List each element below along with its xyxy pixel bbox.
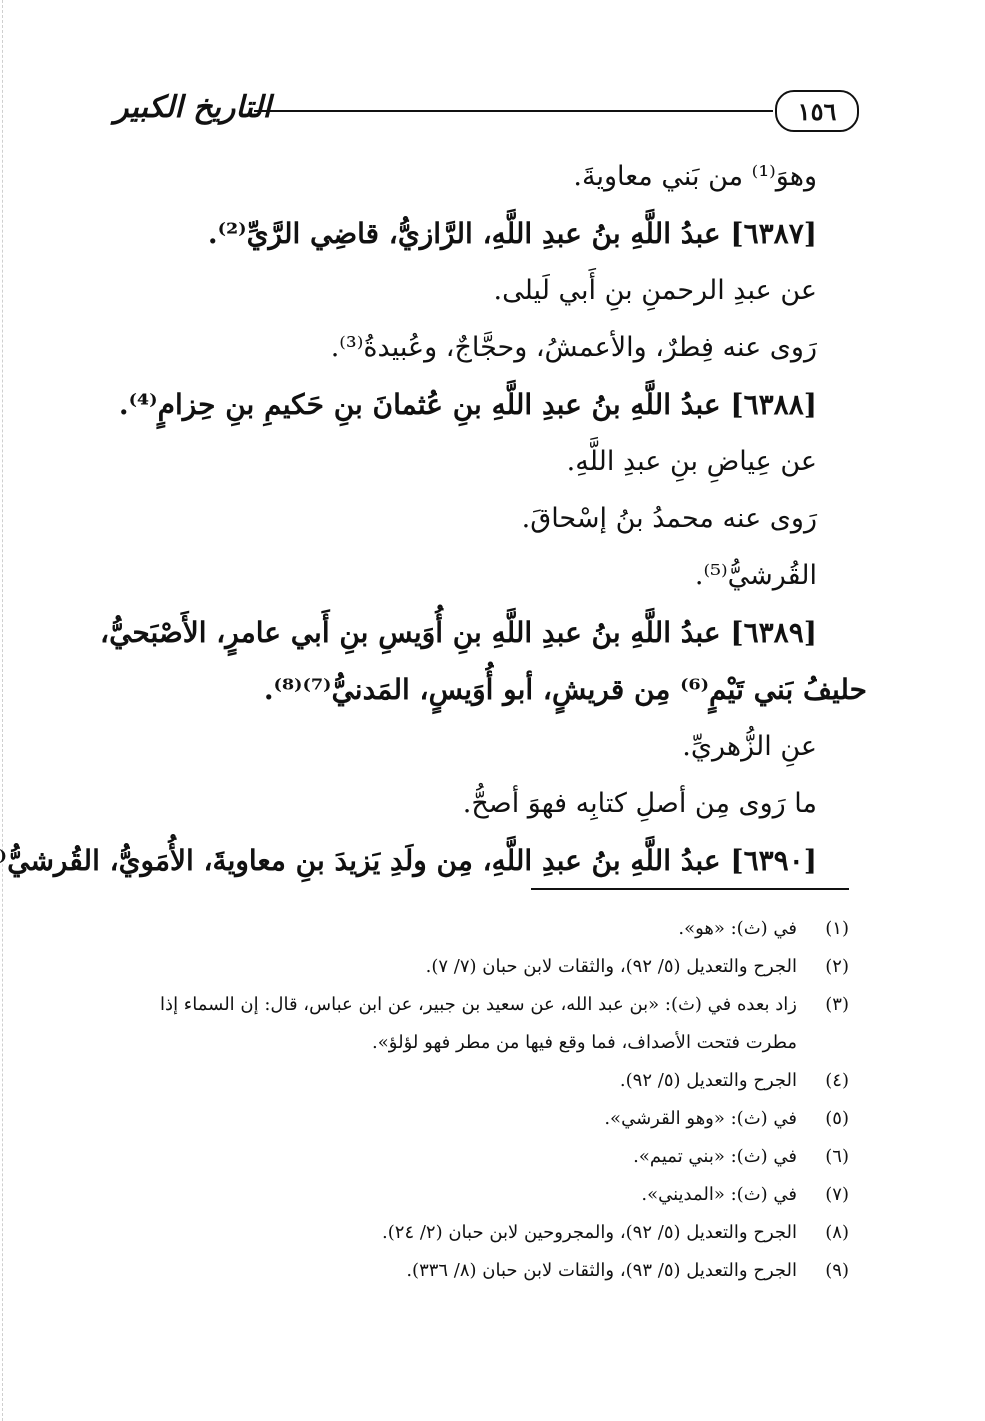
- footnote-number: (٩): [826, 1260, 850, 1281]
- footnote-text: زاد بعده في (ث): «بن عبد الله، عن سعيد بن جبير، عن ابن عباس، قال: إن السماء إذا: [161, 994, 798, 1015]
- footnote-number: (١): [826, 918, 850, 939]
- page-header: [115, 90, 860, 136]
- entry-heading: [٦٣٨٨] عبدُ اللَّهِ بنُ عبدِ اللَّهِ بنِ عُثمانَ بنِ حَكيمِ بنِ حِزامٍ⁽⁴⁾.: [119, 388, 818, 421]
- text-line: القُرشيُّ⁽⁵⁾.: [695, 560, 818, 591]
- footnote-text: في (ث): «بني تميم».: [634, 1146, 798, 1167]
- footnote-text: في (ث): «المديني».: [642, 1184, 798, 1205]
- footnote-text: الجرح والتعديل (٥/ ٩٢).: [620, 1070, 798, 1091]
- text-line: ما رَوى مِن أصلِ كتابِه فهوَ أصحُّ.: [463, 788, 818, 819]
- footnote: [112, 910, 850, 948]
- scan-edge: [3, 0, 6, 1421]
- footnote-number: (٧): [826, 1184, 850, 1205]
- footnote: [112, 1138, 850, 1176]
- footnote: [112, 1176, 850, 1214]
- text-line: وهوَ⁽¹⁾ من بَني معاويةَ.: [574, 161, 818, 192]
- footnote: [112, 1100, 850, 1138]
- footnotes: [112, 910, 850, 1290]
- page-number: ١٥٦: [776, 90, 860, 132]
- text-line: عنِ الزُّهريِّ.: [683, 731, 818, 762]
- footnote-text: الجرح والتعديل (٥/ ٩٢)، والمجروحين لابن حبان (٢/ ٢٤).: [383, 1222, 798, 1243]
- footnote-text: الجرح والتعديل (٥/ ٩٢)، والثقات لابن حبان (٧/ ٧).: [426, 956, 798, 977]
- main-text: [0, 148, 868, 889]
- book-title: التاريخ الكبير: [115, 90, 273, 125]
- footnote-text: الجرح والتعديل (٥/ ٩٣)، والثقات لابن حبان (٨/ ٣٣٦).: [407, 1260, 798, 1281]
- entry-heading-continued: حليفُ بَني تَيْمٍ⁽⁶⁾ مِن قريشٍ، أبو أُوَيسٍ، المَدنيُّ⁽⁷⁾⁽⁸⁾.: [264, 673, 868, 706]
- footnote-number: [798, 1024, 850, 1062]
- footnote-number: (٥): [826, 1108, 850, 1129]
- footnote: [112, 1214, 850, 1252]
- entry-heading: [٦٣٩٠] عبدُ اللَّهِ بنُ عبدِ اللَّهِ، مِن ولَدِ يَزيدَ بنِ معاويةَ، الأُمَويُّ، القُرشيُّ⁽: [0, 844, 818, 877]
- footnote-text: في (ث): «هو».: [679, 918, 798, 939]
- footnote-number: (٦): [826, 1146, 850, 1167]
- header-rule: [255, 110, 774, 112]
- footnote-text: في (ث): «وهو القرشي».: [605, 1108, 798, 1129]
- footnote-text: مطرت فتحت الأصداف، فما وقع فيها من مطر فهو لؤلؤ».: [373, 1032, 798, 1053]
- footnote: [112, 1252, 850, 1290]
- footnote: [112, 1062, 850, 1100]
- footnote-number: (٣): [826, 994, 850, 1015]
- entry-heading: [٦٣٨٩] عبدُ اللَّهِ بنُ عبدِ اللَّهِ بنِ أُوَيسِ بنِ أَبي عامرٍ، الأَصْبَحيُّ،: [101, 616, 818, 649]
- text-line: عن عِياضِ بنِ عبدِ اللَّهِ.: [567, 446, 818, 477]
- text-line: رَوى عنه محمدُ بنُ إسْحاقَ.: [522, 503, 818, 534]
- footnote-separator: [532, 888, 850, 890]
- footnote: [112, 948, 850, 986]
- entry-heading: [٦٣٨٧] عبدُ اللَّهِ بنُ عبدِ اللَّهِ، الرَّازيُّ، قاضِي الرَّيِّ⁽²⁾.: [208, 217, 818, 250]
- footnote-number: (٢): [826, 956, 850, 977]
- text-line: عن عبدِ الرحمنِ بنِ أَبي لَيلى.: [494, 275, 818, 306]
- footnote-continuation: [112, 1024, 850, 1062]
- footnote: [112, 986, 850, 1024]
- footnote-number: (٤): [826, 1070, 850, 1091]
- footnote-number: (٨): [826, 1222, 850, 1243]
- text-line: رَوى عنه فِطرٌ، والأعمشُ، وحجَّاجٌ، وعُبيدةُ⁽³⁾.: [331, 332, 818, 363]
